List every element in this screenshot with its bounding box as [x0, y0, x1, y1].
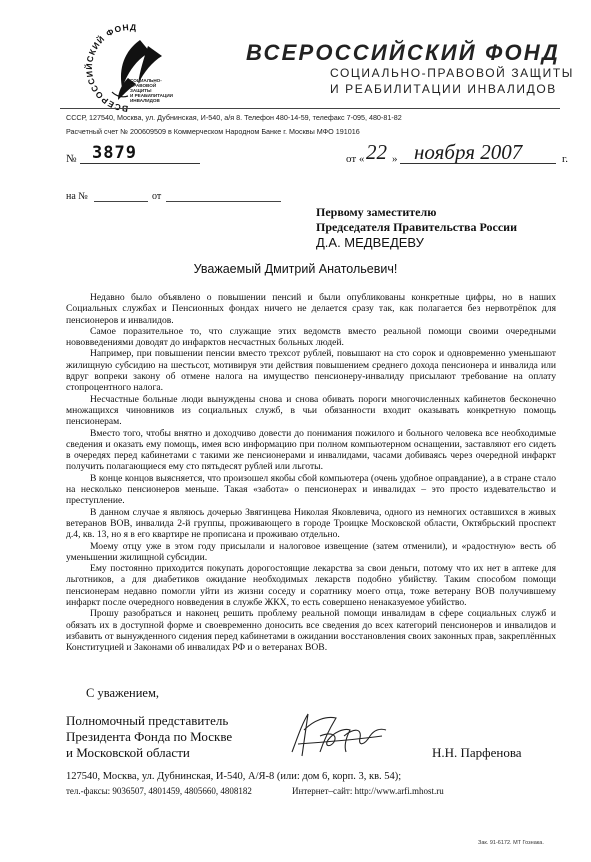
closing: С уважением,: [86, 686, 159, 700]
on-from-label: от: [152, 191, 162, 202]
letterhead-subtitle-line1: СОЦИАЛЬНО-ПРАВОВОЙ ЗАЩИТЫ: [330, 66, 574, 80]
body-paragraph: Ему постоянно приходится покупать дорогостоящие лекарства за свои деньги, потому что их нет в аптеке для льготников, а для диабетиков ожидание необходимых лекарств подобно убийству. Таким способом помощи пенсионерам недавно помогли уйти из жизни соседу и соратнику моего отца, тоже ветерану ВОВ получившему инфаркт после очередного новведения в службе ЖКХ, то есть совершено ненаказуемое убийство.: [66, 563, 556, 609]
body-paragraph: Недавно было объявлено о повышении пенсий и были опубликованы конкретные цифры, но в наших Социальных службах и Пенсионных фондах ничего не делается сразу так, как полагается без нервотрёпок для пенсионеров и инвалидов.: [66, 292, 556, 326]
body-paragraph: Прошу разобраться и наконец решить проблему реальной помощи инвалидам в сфере социальных служб и обязать их в доступной форме и своевременно доносить все сведения до всех категорий пенсионеров и инвалидов и избавить от вынужденного сидения перед кабинетами в ожидании восстановления своих законных прав, закреплённых Конституцией и Законами об инвалидах РФ и о ветеранах ВОВ.: [66, 608, 556, 654]
recipient-line2: Председателя Правительства России: [316, 220, 518, 234]
print-mark: Зак. 91-6172. МТ Гознака.: [478, 840, 544, 846]
footer-website: Интернет–сайт: http://www.arfi.mhost.ru: [292, 786, 444, 796]
letterhead-divider: [60, 108, 560, 109]
letterhead-account: Расчетный счет № 200609509 в Коммерческом Народном Банке г. Москвы МФО 191016: [66, 127, 360, 136]
recipient-line1: Первому заместителю: [316, 205, 437, 219]
footer-address: 127540, Москва, ул. Дубнинская, И-540, А/Я-8 (или: дом 6, корп. 3, кв. 54);: [66, 771, 402, 782]
ref-number-value: 3879: [92, 143, 137, 163]
signatory-line1: Полномочный представитель: [66, 713, 229, 728]
on-number-label: на №: [66, 191, 88, 202]
letter-body: [66, 292, 556, 654]
recipient-line3: Д.А. МЕДВЕДЕВУ: [316, 235, 424, 250]
body-paragraph: В данном случае я являюсь дочерью Звягинцева Николая Яковлевича, одного из немногих оставшихся в живых ветеранов ВОВ, инвалида 2-й группы, проживающего в городе Троицке Московской области, Октябрьский проспект д.4, кв. 13, но я в его квартире не прописана и проживаю отдельно.: [66, 506, 556, 541]
foundation-logo: [82, 18, 182, 114]
date-month-year: ноября 2007: [414, 140, 523, 164]
signatory-title: [66, 713, 232, 761]
logo-small-text: СОЦИАЛЬНО- ПРАВОВОЙ ЗАЩИТЫ И РЕАБИЛИТАЦИИ ИНВАЛИДОВ: [130, 78, 173, 103]
letterhead-subtitle-line2: И РЕАБИЛИТАЦИИ ИНВАЛИДОВ: [330, 82, 557, 96]
svg-text:ВСЕРОССИЙСКИЙ ФОНД: ВСЕРОССИЙСКИЙ ФОНД: [83, 21, 138, 114]
signatory-name: Н.Н. Парфенова: [432, 745, 522, 760]
salutation: Уважаемый Дмитрий Анатольевич!: [193, 262, 398, 276]
body-paragraph: В конце концов выясняется, что произошел якобы сбой компьютера (очень удобное оправдание), а в стране стало на несколько пенсионеров меньше. Такая «забота» о пенсионерах и инвалидах – это просто издевательство и преступление.: [66, 472, 556, 507]
date-suffix: г.: [562, 153, 569, 165]
on-from-line: [166, 201, 281, 202]
body-paragraph: Самое поразительное то, что служащие этих ведомств вместо реальной помощи своими очередными нововведениями доводят до инфарктов несчастных больных людей.: [66, 325, 556, 349]
date-mid: »: [392, 153, 398, 165]
body-paragraph: Моему отцу уже в этом году присылали и налоговое извещение (затем отменили), и «радостную» весть об уменьшении жилищной субсидии.: [66, 540, 556, 563]
date-day: 22: [366, 140, 387, 164]
date-prefix: от «: [346, 153, 365, 165]
recipient-block: [316, 205, 517, 250]
ref-number-label: №: [66, 153, 77, 165]
ref-number-underline: [80, 163, 200, 164]
signatory-line2: Президента Фонда по Москве: [66, 729, 233, 744]
body-paragraph: Вместо того, чтобы внятно и доходчиво довести до понимания пожилого и больного человека все необходимые сведения и оказать ему помощь, имея всю информацию при полном компьютерном оснащении, заставляют его сидеть в очередях перед кабинетами с такими же пенсионерами и инвалидами, часами добиваясь через очередной инфаркт получить полагающиеся ему сто пятьдесят рублей или льготы.: [66, 427, 556, 473]
footer-phones: тел.-факсы: 9036507, 4801459, 4805660, 4808182: [66, 786, 252, 796]
body-paragraph: Например, при повышении пенсии вместо трехсот рублей, повышают на сто сорок и одновременно уменьшают жилищную субсидию на шестьсот, мотивируя эти действия повышением среднего дохода пенсионера и инвалида или вдруг вопреки закону об отмене налога на имущество пенсионеру-инвалиду присылают требование на оплату стопроцентного налога.: [66, 348, 556, 394]
signatory-line3: и Московской области: [66, 745, 190, 760]
date-underline: [400, 163, 556, 164]
body-paragraph: Несчастные больные люди вынуждены снова и снова обивать пороги многочисленных кабинетов бесконечно множащихся чиновников из социальных служб, в чьи обязанности входит оказывать конкретную помощь пенсионерам.: [66, 393, 556, 428]
on-number-line: [94, 201, 148, 202]
handwritten-signature: [284, 706, 394, 762]
letterhead-title: ВСЕРОССИЙСКИЙ ФОНД: [246, 40, 560, 65]
letterhead-address: СССР, 127540, Москва, ул. Дубнинская, И-540, а/я 8. Телефон 480-14-59, телефакс 7-095, 480-81-82: [66, 113, 402, 122]
